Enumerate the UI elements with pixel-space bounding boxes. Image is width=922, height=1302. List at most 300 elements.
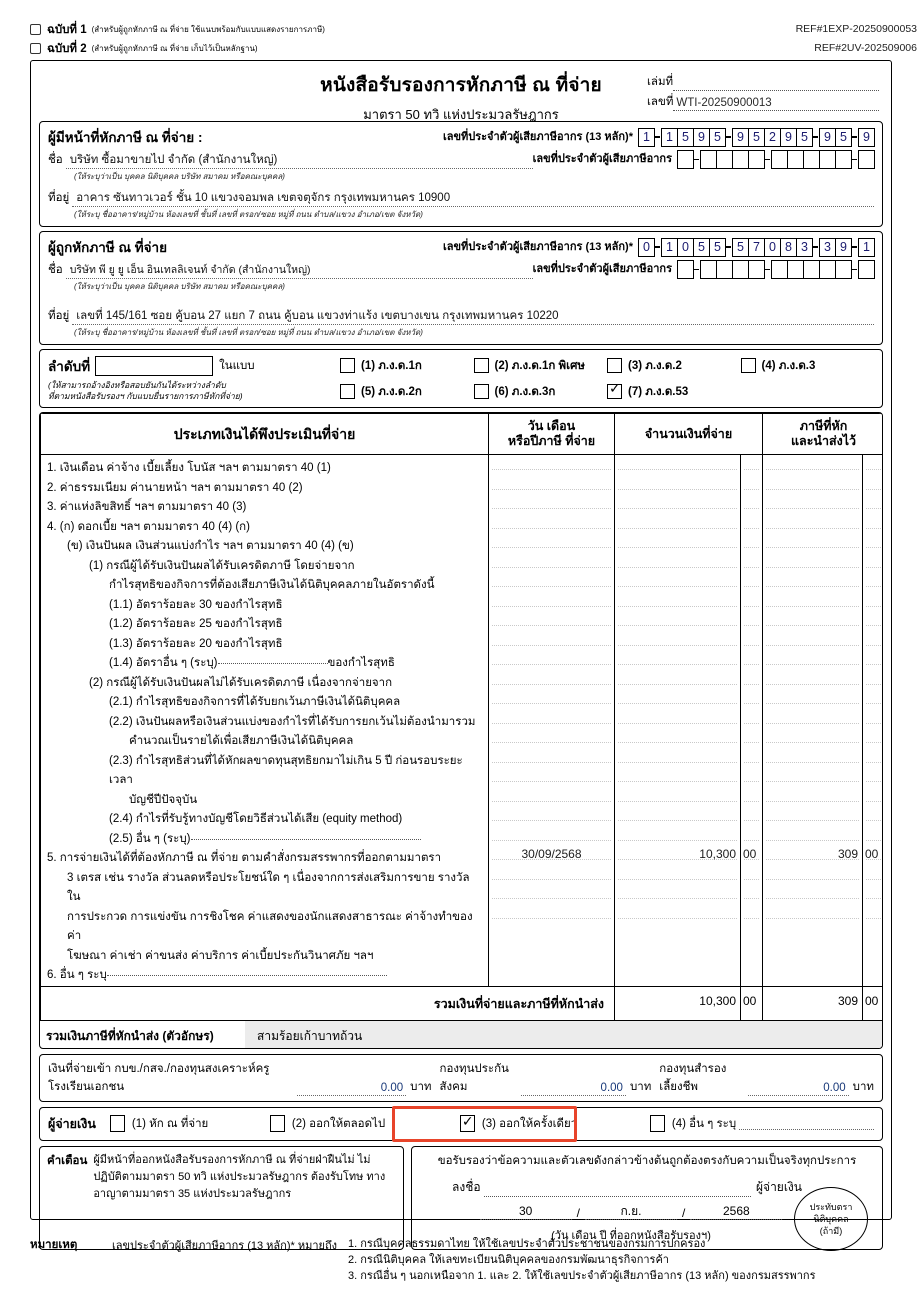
form-option-5-label: (5) ภ.ง.ด.2ก	[361, 385, 422, 398]
digit[interactable]: 5	[677, 128, 694, 147]
digit[interactable]: 5	[835, 128, 852, 147]
rule-line	[766, 528, 859, 529]
rule-line	[866, 801, 881, 802]
rule-line	[744, 664, 759, 665]
payer-option-1-label: (1) หัก ณ ที่จ่าย	[131, 1117, 209, 1130]
digit[interactable]: 1	[858, 238, 875, 257]
payer-option-4-input[interactable]	[739, 1118, 874, 1130]
sequence-label: ลำดับที่	[48, 359, 91, 374]
funds-mid-label-1: กองทุนประกันสังคม	[439, 1062, 509, 1093]
rule-line	[492, 625, 611, 626]
rule-line	[618, 684, 737, 685]
income-table	[39, 412, 883, 1049]
rule-line	[744, 703, 759, 704]
income-type-row	[47, 557, 482, 577]
form-type-options	[340, 355, 874, 402]
digit-empty[interactable]	[819, 150, 836, 169]
footnote-item: 3. กรณีอื่น ๆ นอกเหนือจาก 1. และ 2. ให้ใช้เลขประจำตัวผู้เสียภาษีอากร (13 หลัก) ของกรมสรรพากร	[348, 1270, 816, 1282]
digit[interactable]: 9	[858, 128, 875, 147]
income-type-row	[47, 947, 482, 967]
rule-line	[766, 567, 859, 568]
rule-line	[492, 508, 611, 509]
rule-line	[492, 586, 611, 587]
form-option-4-checkbox[interactable]	[741, 358, 756, 373]
digit[interactable]: 1	[661, 238, 678, 257]
rule-line	[866, 742, 881, 743]
rule-line	[618, 606, 737, 607]
form-option-1[interactable]	[340, 357, 474, 375]
agent-address-value[interactable]: อาคาร ซันทาวเวอร์ ชั้น 10 แขวงจอมพล เขตจตุจักร กรุงเทพมหานคร 10900	[72, 191, 874, 207]
total-in-words-label: รวมเงินภาษีที่หักนำส่ง (ตัวอักษร)	[46, 1028, 214, 1043]
rule-line	[492, 820, 611, 821]
income-type-text: 6. อื่น ๆ ระบุ	[47, 969, 107, 981]
signature-day[interactable]: 30	[480, 1204, 572, 1220]
ref-1: REF#1EXP-20250900053	[795, 23, 917, 35]
rule-line	[766, 840, 859, 841]
form-option-6[interactable]	[474, 383, 608, 401]
funds-unit-2: บาท	[629, 1080, 652, 1093]
rule-line	[866, 879, 881, 880]
col-header-tax-line2: และนำส่งไว้	[790, 434, 857, 448]
number-value[interactable]: WTI-20250900013	[673, 96, 879, 111]
withholding-agent-section	[39, 121, 883, 227]
digit-empty[interactable]	[858, 150, 875, 169]
seal-line2: นิติบุคคล	[813, 1213, 849, 1224]
tax-satang-cell[interactable]	[863, 455, 884, 987]
sequence-inform-label: ในแบบ	[219, 360, 255, 372]
digit-empty[interactable]	[732, 260, 749, 279]
payee-tin2-digits[interactable]	[677, 260, 874, 279]
sequence-note-line2: ที่ตามหนังสือรับรองฯ กับแบบยื่นรายการภาษีหักที่จ่าย)	[48, 391, 243, 401]
rule-line	[744, 567, 759, 568]
tax-baht-cell[interactable]	[763, 455, 863, 987]
amount-baht-cell[interactable]	[615, 455, 741, 987]
rule-line	[866, 586, 881, 587]
rule-line	[766, 820, 859, 821]
rule-line	[866, 567, 881, 568]
income-table-body-row	[41, 455, 884, 987]
digit[interactable]: 0	[677, 238, 694, 257]
digit[interactable]: 1	[661, 128, 678, 147]
digit-empty[interactable]	[677, 260, 694, 279]
footnotes-lead: เลขประจำตัวผู้เสียภาษีอากร (13 หลัก)* หมายถึง	[112, 1240, 337, 1252]
income-type-row	[47, 459, 482, 479]
rule-line	[492, 684, 611, 685]
income-type-row	[47, 693, 482, 713]
copy-1-label: ฉบับที่ 1	[47, 23, 87, 36]
digit[interactable]: 5	[693, 238, 710, 257]
rule-line	[492, 664, 611, 665]
form-option-7-label: (7) ภ.ง.ด.53	[628, 385, 689, 398]
page-title: หนังสือรับรองการหักภาษี ณ ที่จ่าย	[320, 75, 602, 96]
payee-tin-label: เลขที่ประจำตัวผู้เสียภาษีอากร (13 หลัก)*	[442, 241, 633, 253]
digit-empty[interactable]	[835, 260, 852, 279]
income-type-fill-line[interactable]	[107, 975, 387, 976]
sequence-input[interactable]	[95, 356, 213, 376]
income-type-row	[47, 479, 482, 499]
form-option-1-checkbox[interactable]	[340, 358, 355, 373]
rule-line	[618, 489, 737, 490]
income-type-row	[47, 849, 482, 869]
rule-line	[744, 801, 759, 802]
digit-empty[interactable]	[771, 150, 788, 169]
rule-line	[618, 664, 737, 665]
income-type-row	[47, 635, 482, 655]
payee-address-row	[48, 307, 874, 325]
income-type-text: (1) กรณีผู้ได้รับเงินปันผลได้รับเครดิตภาษี โดยจ่ายจาก	[89, 559, 355, 572]
rule-line	[744, 547, 759, 548]
funds-value-2[interactable]: 0.00	[521, 1081, 626, 1096]
rule-line	[866, 918, 881, 919]
rule-line	[744, 586, 759, 587]
digit-empty[interactable]	[716, 260, 733, 279]
digit-empty[interactable]	[677, 150, 694, 169]
copy-row-2[interactable]	[30, 39, 900, 58]
income-type-text: (2.4) กำไรที่รับรู้ทางบัญชีโดยวิธีส่วนได้เสีย (equity method)	[109, 813, 403, 825]
income-type-text: (2.1) กำไรสุทธิของกิจการที่ได้รับยกเว้นภาษีเงินได้นิติบุคคล	[109, 696, 401, 708]
rule-line	[766, 586, 859, 587]
digit[interactable]: 9	[819, 128, 836, 147]
payee-tin2-label: เลขที่ประจำตัวผู้เสียภาษีอากร	[532, 263, 672, 275]
digit-empty[interactable]	[771, 260, 788, 279]
warning-text	[93, 1152, 396, 1203]
signature-month[interactable]: ก.ย.	[585, 1204, 677, 1220]
sequence-and-form-types	[39, 349, 883, 408]
copy-2-checkbox[interactable]	[30, 43, 41, 54]
agent-tin-digits[interactable]	[638, 128, 874, 147]
payer-option-1[interactable]	[110, 1115, 270, 1133]
digit-empty[interactable]	[748, 260, 765, 279]
rule-line	[766, 489, 859, 490]
income-type-text: (2.5) อื่น ๆ (ระบุ)	[109, 832, 191, 845]
agent-head	[48, 126, 874, 148]
rule-line	[744, 762, 759, 763]
rule-line	[766, 625, 859, 626]
digit[interactable]: 3	[819, 238, 836, 257]
digit[interactable]: 0	[764, 238, 781, 257]
rule-line	[618, 508, 737, 509]
funds-unit-1: บาท	[410, 1080, 432, 1093]
digit[interactable]: 5	[748, 128, 765, 147]
form-option-3-checkbox[interactable]	[607, 358, 622, 373]
signature-input[interactable]	[484, 1183, 751, 1197]
form-option-2-checkbox[interactable]	[474, 358, 489, 373]
digit-empty[interactable]	[819, 260, 836, 279]
signature-year[interactable]: 2568	[690, 1204, 782, 1220]
rule-line	[618, 879, 737, 880]
col-header-date-line2: หรือปีภาษี ที่จ่าย	[507, 434, 596, 448]
date-rule-lines	[489, 455, 614, 986]
certification-text: ขอรับรองว่าข้อความและตัวเลขดังกล่าวข้างต้นถูกต้องตรงกับความเป็นจริงทุกประการ	[437, 1154, 857, 1167]
digit-dash	[813, 246, 818, 247]
rule-line	[866, 489, 881, 490]
income-type-row	[47, 869, 482, 908]
rule-line	[744, 528, 759, 529]
digit[interactable]: 2	[764, 128, 781, 147]
rule-line	[766, 703, 859, 704]
payer-choice-row	[39, 1107, 883, 1141]
payee-name-value[interactable]: บริษัท พี ยู ยู เอ็น อินเทลลิเจนท์ จำกัด (สำนักงานใหญ่)	[66, 263, 533, 279]
col-header-tax	[763, 414, 884, 455]
payee-address-label: ที่อยู่	[48, 310, 70, 322]
rule-line	[866, 762, 881, 763]
digit[interactable]: 8	[780, 238, 797, 257]
form-option-6-checkbox[interactable]	[474, 384, 489, 399]
income-total-row	[41, 986, 884, 1020]
income-type-text: คำนวณเป็นรายได้เพื่อเสียภาษีเงินได้นิติบุคคล	[129, 735, 354, 747]
date-slash-1: /	[576, 1205, 580, 1220]
footnote-item: 1. กรณีบุคคลธรรมดาไทย ให้ใช้เลขประจำตัวประชาชนของกรมการปกครอง	[348, 1238, 706, 1250]
rule-line	[618, 723, 737, 724]
income-type-fill-line[interactable]	[218, 663, 328, 664]
income-type-text: (1.2) อัตราร้อยละ 25 ของกำไรสุทธิ	[109, 618, 283, 630]
agent-name-row	[48, 149, 874, 169]
digit-dash	[655, 136, 660, 137]
form-option-2[interactable]	[474, 357, 608, 375]
copy-2-sublabel: (สำหรับผู้ถูกหักภาษี ณ ที่จ่าย เก็บไว้เป็นหลักฐาน)	[91, 44, 258, 53]
payer-option-4[interactable]	[650, 1115, 874, 1133]
rule-line	[492, 703, 611, 704]
form-option-7[interactable]	[607, 383, 741, 401]
rule-line	[744, 625, 759, 626]
income-type-text: 3 เตรส เช่น รางวัล ส่วนลดหรือประโยชน์ใด ๆ เนื่องจากการส่งเสริมการขาย รางวัลใน	[67, 871, 470, 903]
agent-tin-label: เลขที่ประจำตัวผู้เสียภาษีอากร (13 หลัก)*	[442, 131, 633, 143]
digit-dash	[852, 159, 857, 160]
digit[interactable]: 9	[693, 128, 710, 147]
digit-empty[interactable]	[803, 150, 820, 169]
payee-name-note: (ให้ระบุว่าเป็น บุคคล นิติบุคคล บริษัท สมาคม หรือคณะบุคคล)	[74, 282, 285, 291]
form-option-5[interactable]	[340, 383, 474, 401]
ref-2: REF#2UV-202509006	[814, 42, 917, 54]
copy-list	[30, 20, 900, 58]
rule-line	[866, 508, 881, 509]
amount-rule-lines	[615, 455, 740, 986]
rule-line	[866, 606, 881, 607]
rule-line	[618, 703, 737, 704]
digit[interactable]: 7	[748, 238, 765, 257]
rule-line	[618, 645, 737, 646]
income-type-text: 5. การจ่ายเงินได้ที่ต้องหักภาษี ณ ที่จ่าย ตามคำสั่งกรมสรรพากรที่ออกตามมาตรา	[47, 852, 442, 864]
form-option-5-checkbox[interactable]	[340, 384, 355, 399]
payer-option-3-label: (3) ออกให้ครั้งเดียว	[481, 1117, 578, 1130]
digit-dash	[655, 246, 660, 247]
payer-option-1-checkbox[interactable]	[110, 1115, 125, 1132]
digit-empty[interactable]	[700, 150, 717, 169]
payer-option-2-checkbox[interactable]	[270, 1115, 285, 1132]
digit[interactable]: 0	[638, 238, 655, 257]
rule-line	[744, 840, 759, 841]
rule-line	[618, 918, 737, 919]
income-type-row	[47, 966, 482, 986]
col-header-amount: จำนวนเงินที่จ่าย	[615, 414, 763, 455]
rule-line	[618, 781, 737, 782]
income-type-text: 4. (ก) ดอกเบี้ย ฯลฯ ตามมาตรา 40 (4) (ก)	[47, 520, 250, 533]
agent-title: ผู้มีหน้าที่หักภาษี ณ ที่จ่าย :	[48, 130, 203, 145]
payer-option-4-label: (4) อื่น ๆ ระบุ	[671, 1117, 737, 1130]
digit-dash	[852, 136, 857, 137]
rule-line	[492, 547, 611, 548]
income-type-text: บัญชีปีปัจจุบัน	[129, 793, 198, 806]
income-type-row	[47, 596, 482, 616]
funds-lead-label: เงินที่จ่ายเข้า กบข./กสจ./กองทุนสงเคราะห์ครูโรงเรียนเอกชน	[48, 1062, 270, 1093]
page-subtitle: มาตรา 50 ทวิ แห่งประมวลรัษฎากร	[363, 107, 559, 122]
footnotes-list	[348, 1236, 900, 1284]
form-option-3-label: (3) ภ.ง.ด.2	[628, 359, 682, 372]
payee-tin-digits[interactable]	[638, 238, 874, 257]
digit-empty[interactable]	[835, 150, 852, 169]
digit-dash	[852, 269, 857, 270]
rule-line	[866, 625, 881, 626]
total-amount-baht: 10,300	[615, 986, 741, 1020]
digit[interactable]: 9	[732, 128, 749, 147]
rule-line	[492, 469, 611, 470]
rule-line	[866, 547, 881, 548]
digit-dash	[765, 269, 770, 270]
digit[interactable]: 5	[796, 128, 813, 147]
income-type-row	[47, 752, 482, 791]
digit-empty[interactable]	[716, 150, 733, 169]
seal-line3: (ถ้ามี)	[819, 1225, 843, 1236]
income-type-row	[47, 576, 482, 596]
signature-role: ผู้จ่ายเงิน	[756, 1179, 802, 1194]
payer-option-4-checkbox[interactable]	[650, 1115, 665, 1132]
rule-line	[766, 684, 859, 685]
rule-line	[866, 703, 881, 704]
rule-line	[866, 898, 881, 899]
rule-line	[744, 684, 759, 685]
tax-satang-rule-lines	[863, 455, 883, 986]
rule-line	[618, 625, 737, 626]
warning-text-line1: ผู้มีหน้าที่ออกหนังสือรับรองการหักภาษี ณ ที่จ่ายฝ่าฝืนไม่	[93, 1153, 355, 1166]
digit[interactable]: 3	[796, 238, 813, 257]
rule-line	[492, 606, 611, 607]
rule-line	[492, 918, 611, 919]
income-type-row	[47, 654, 482, 674]
rule-line	[492, 801, 611, 802]
agent-name-label: ชื่อ	[48, 154, 63, 166]
form-option-7-checkbox[interactable]	[607, 384, 622, 399]
payer-choice-label: ผู้จ่ายเงิน	[48, 1116, 96, 1131]
agent-name-value[interactable]: บริษัท ซื้อมาขายไป จำกัด (สำนักงานใหญ่)	[66, 153, 533, 169]
income-type-fill-line[interactable]	[191, 839, 421, 840]
digit-dash	[694, 269, 699, 270]
warning-text-line3: ทางอาญาตามมาตรา 35 แห่งประมวลรัษฎากร	[93, 1170, 386, 1200]
payee-address-value[interactable]: เลขที่ 145/161 ซอย คู้บอน 27 แยก 7 ถนน คู้บอน แขวงท่าแร้ง เขตบางเขน กรุงเทพมหานคร 10220	[72, 309, 874, 325]
income-type-row	[47, 615, 482, 635]
amount-satang-cell[interactable]	[741, 455, 763, 987]
col-header-tax-line1: ภาษีที่หัก	[799, 419, 848, 433]
date-cell[interactable]	[489, 455, 615, 987]
digit[interactable]: 5	[709, 128, 726, 147]
rule-line	[492, 567, 611, 568]
funds-value-3[interactable]: 0.00	[748, 1081, 849, 1096]
book-value[interactable]	[673, 90, 879, 91]
digit-dash	[852, 246, 857, 247]
digit-empty[interactable]	[803, 260, 820, 279]
digit-empty[interactable]	[748, 150, 765, 169]
footnotes	[30, 1236, 900, 1284]
rule-line	[866, 820, 881, 821]
income-type-text: (1.4) อัตราอื่น ๆ (ระบุ)	[109, 657, 218, 669]
rule-line	[744, 606, 759, 607]
rule-line	[866, 528, 881, 529]
form-option-2-label: (2) ภ.ง.ด.1ก พิเศษ	[494, 359, 585, 372]
copy-1-sublabel: (สำหรับผู้ถูกหักภาษี ณ ที่จ่าย ใช้แนบพร้อมกับแบบแสดงรายการภาษี)	[91, 25, 325, 34]
income-type-row	[47, 908, 482, 947]
form-option-3[interactable]	[607, 357, 741, 375]
rule-line	[618, 586, 737, 587]
rule-line	[766, 918, 859, 919]
digit[interactable]: 1	[638, 128, 655, 147]
col-header-date-line1: วัน เดือน	[527, 419, 576, 433]
signature-row	[422, 1178, 872, 1197]
income-type-text: การประกวด การแข่งขัน การชิงโชค ค่าแสดงของนักแสดงสาธารณะ ค่าจ้างทำของ ค่า	[67, 910, 473, 942]
entry-date: 30/09/2568	[521, 847, 582, 861]
digit-empty[interactable]	[787, 260, 804, 279]
payee-title: ผู้ถูกหักภาษี ณ ที่จ่าย	[48, 240, 168, 255]
funds-unit-3: บาท	[852, 1080, 874, 1093]
form-option-4[interactable]	[741, 357, 875, 375]
payee-address-note: (ให้ระบุ ชื่ออาคาร/หมู่บ้าน ห้องเลขที่ ชั้นที่ เลขที่ ตรอก/ซอย หมู่ที่ ถนน ตำบล/แขวง อำเภอ/เขต จังหวัด)	[74, 328, 423, 337]
income-type-row	[47, 498, 482, 518]
digit[interactable]: 5	[709, 238, 726, 257]
footnotes-label: หมายเหตุ	[30, 1239, 78, 1251]
agent-tin2-digits[interactable]	[677, 150, 874, 169]
book-number-area	[647, 71, 879, 111]
col-header-income-type: ประเภทเงินได้พึงประเมินที่จ่าย	[41, 414, 489, 455]
rule-line	[766, 547, 859, 548]
digit-empty[interactable]	[732, 150, 749, 169]
income-type-row	[47, 791, 482, 811]
total-tax-baht: 309	[763, 986, 863, 1020]
digit-empty[interactable]	[787, 150, 804, 169]
form-option-4-label: (4) ภ.ง.ด.3	[761, 359, 816, 372]
copy-1-checkbox[interactable]	[30, 24, 41, 35]
signature-label: ลงชื่อ	[452, 1179, 481, 1194]
col-header-date	[489, 414, 615, 455]
income-type-text: โฆษณา ค่าเช่า ค่าขนส่ง ค่าบริการ ค่าเบี้ยประกันวินาศภัย ฯลฯ	[67, 949, 374, 962]
digit[interactable]: 9	[835, 238, 852, 257]
digit-empty[interactable]	[858, 260, 875, 279]
income-type-row	[47, 713, 482, 733]
income-type-row	[47, 732, 482, 752]
rule-line	[766, 762, 859, 763]
copy-row-1[interactable]	[30, 20, 900, 39]
rule-line	[744, 918, 759, 919]
digit-dash	[726, 136, 731, 137]
rule-line	[766, 664, 859, 665]
rule-line	[492, 742, 611, 743]
income-type-row	[47, 537, 482, 557]
rule-line	[744, 898, 759, 899]
sequence-note	[48, 380, 340, 402]
digit[interactable]: 9	[780, 128, 797, 147]
income-type-row	[47, 810, 482, 830]
amount-satang-rule-lines	[741, 455, 762, 986]
income-type-text: 2. ค่าธรรมเนียม ค่านายหน้า ฯลฯ ตามมาตรา 40 (2)	[47, 481, 303, 494]
book-row	[647, 71, 879, 91]
digit[interactable]: 5	[732, 238, 749, 257]
rule-line	[866, 723, 881, 724]
payee-name-row	[48, 259, 874, 279]
funds-value-1[interactable]: 0.00	[297, 1081, 406, 1096]
rule-line	[618, 820, 737, 821]
rule-line	[744, 489, 759, 490]
rule-line	[618, 762, 737, 763]
digit-empty[interactable]	[700, 260, 717, 279]
agent-address-label: ที่อยู่	[48, 192, 70, 204]
income-type-text: 1. เงินเดือน ค่าจ้าง เบี้ยเลี้ยง โบนัส ฯลฯ ตามมาตรา 40 (1)	[47, 462, 331, 474]
